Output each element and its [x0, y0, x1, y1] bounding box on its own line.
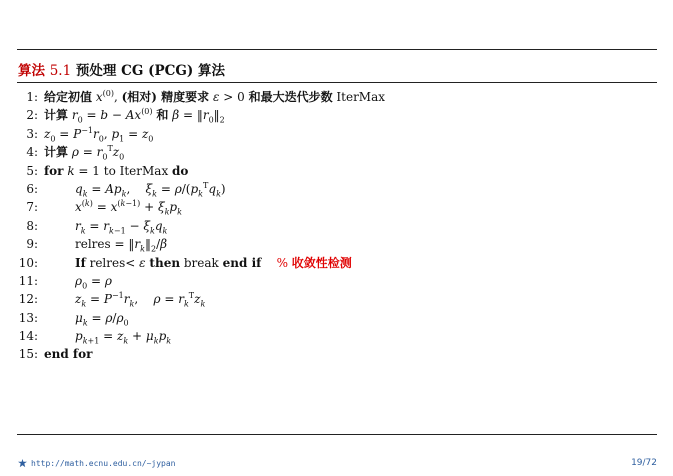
line-number: 6:: [26, 181, 38, 196]
line-content: $q_k = Ap_k$, $\xi_k = \rho/(p_k^Tq_k)$: [75, 180, 226, 199]
caption-rule: [17, 82, 657, 83]
line-content: relres = $‖r_k‖_2/\beta$: [75, 237, 168, 254]
algorithm-label: 算法: [18, 63, 45, 79]
line-number: 11:: [18, 273, 38, 288]
algorithm-line: [18, 235, 658, 253]
line-number: 3:: [26, 126, 38, 141]
line-content: $\mu_k = \rho/\rho_0$: [75, 310, 129, 328]
algorithm-line: [18, 345, 658, 363]
line-number: 5:: [26, 163, 38, 178]
algorithm-line: [18, 254, 658, 272]
algorithm-line: [18, 198, 658, 216]
line-number: 12:: [18, 292, 38, 307]
algorithm-line: [18, 309, 658, 327]
line-content: $p_{k+1} = z_k + \mu_kp_k$: [75, 329, 172, 346]
line-content: $\rho_0 = \rho$: [75, 273, 112, 291]
algorithm-number: 5.1: [49, 63, 72, 79]
algorithm-line: [18, 106, 658, 124]
line-number: 15:: [18, 347, 38, 362]
algorithm-line: [18, 162, 658, 180]
footer-link[interactable]: [18, 459, 176, 468]
algorithm-line: [18, 272, 658, 290]
line-number: 2:: [26, 108, 38, 123]
line-content: for k = 1 to IterMax do: [44, 163, 189, 178]
line-content: end for: [44, 347, 93, 362]
line-content: 计算 $r_0 = b - Ax^{(0)}$ 和 $\beta = ‖r_0‖_2$: [44, 107, 225, 125]
algorithm-line: [18, 217, 658, 235]
algorithm-title: 预处理 CG (PCG) 算法: [75, 63, 225, 79]
ecnu-logo-icon: [18, 459, 27, 468]
top-rule: [17, 49, 657, 50]
line-number: 13:: [18, 310, 38, 325]
algorithm-line: [18, 88, 658, 106]
line-number: 9:: [26, 237, 38, 252]
line-content: 计算 $\rho = r_0^Tz_0$: [44, 144, 125, 162]
footer-url[interactable]: http://math.ecnu.edu.cn/~jypan: [31, 459, 176, 468]
line-number: 4:: [26, 145, 38, 160]
line-content: $r_k = r_{k-1} - \xi_kq_k$: [75, 218, 168, 236]
line-number: 7:: [26, 200, 38, 215]
line-content: 给定初值 $x^{(0)}$, (相对) 精度要求 ε > 0 和最大迭代步数 IterMax: [44, 89, 386, 104]
algorithm-line: [18, 125, 658, 143]
algorithm-line: [18, 290, 658, 308]
line-content: $z_k = P^{-1}r_k$, $\rho = r_k^Tz_k$: [75, 291, 206, 309]
algorithm-line: [18, 143, 658, 161]
algorithm-line: [18, 180, 658, 198]
line-number: 10:: [18, 255, 38, 270]
line-content: If relres< ε then break end if % 收敛性检测: [75, 255, 352, 270]
line-content: $x^{(k)} = x^{(k-1)} + \xi_kp_k$: [75, 199, 182, 217]
algorithm-caption: [18, 59, 225, 79]
line-number: 14:: [18, 329, 38, 344]
bottom-rule: [17, 434, 657, 435]
page-number: 19/72: [631, 458, 657, 468]
line-number: 1:: [26, 90, 38, 104]
algorithm-line: [18, 327, 658, 345]
algorithm-body: [18, 88, 658, 364]
line-content: $z_0 = P^{-1}r_0$, $p_1 = z_0$: [44, 125, 154, 144]
line-number: 8:: [26, 218, 38, 233]
